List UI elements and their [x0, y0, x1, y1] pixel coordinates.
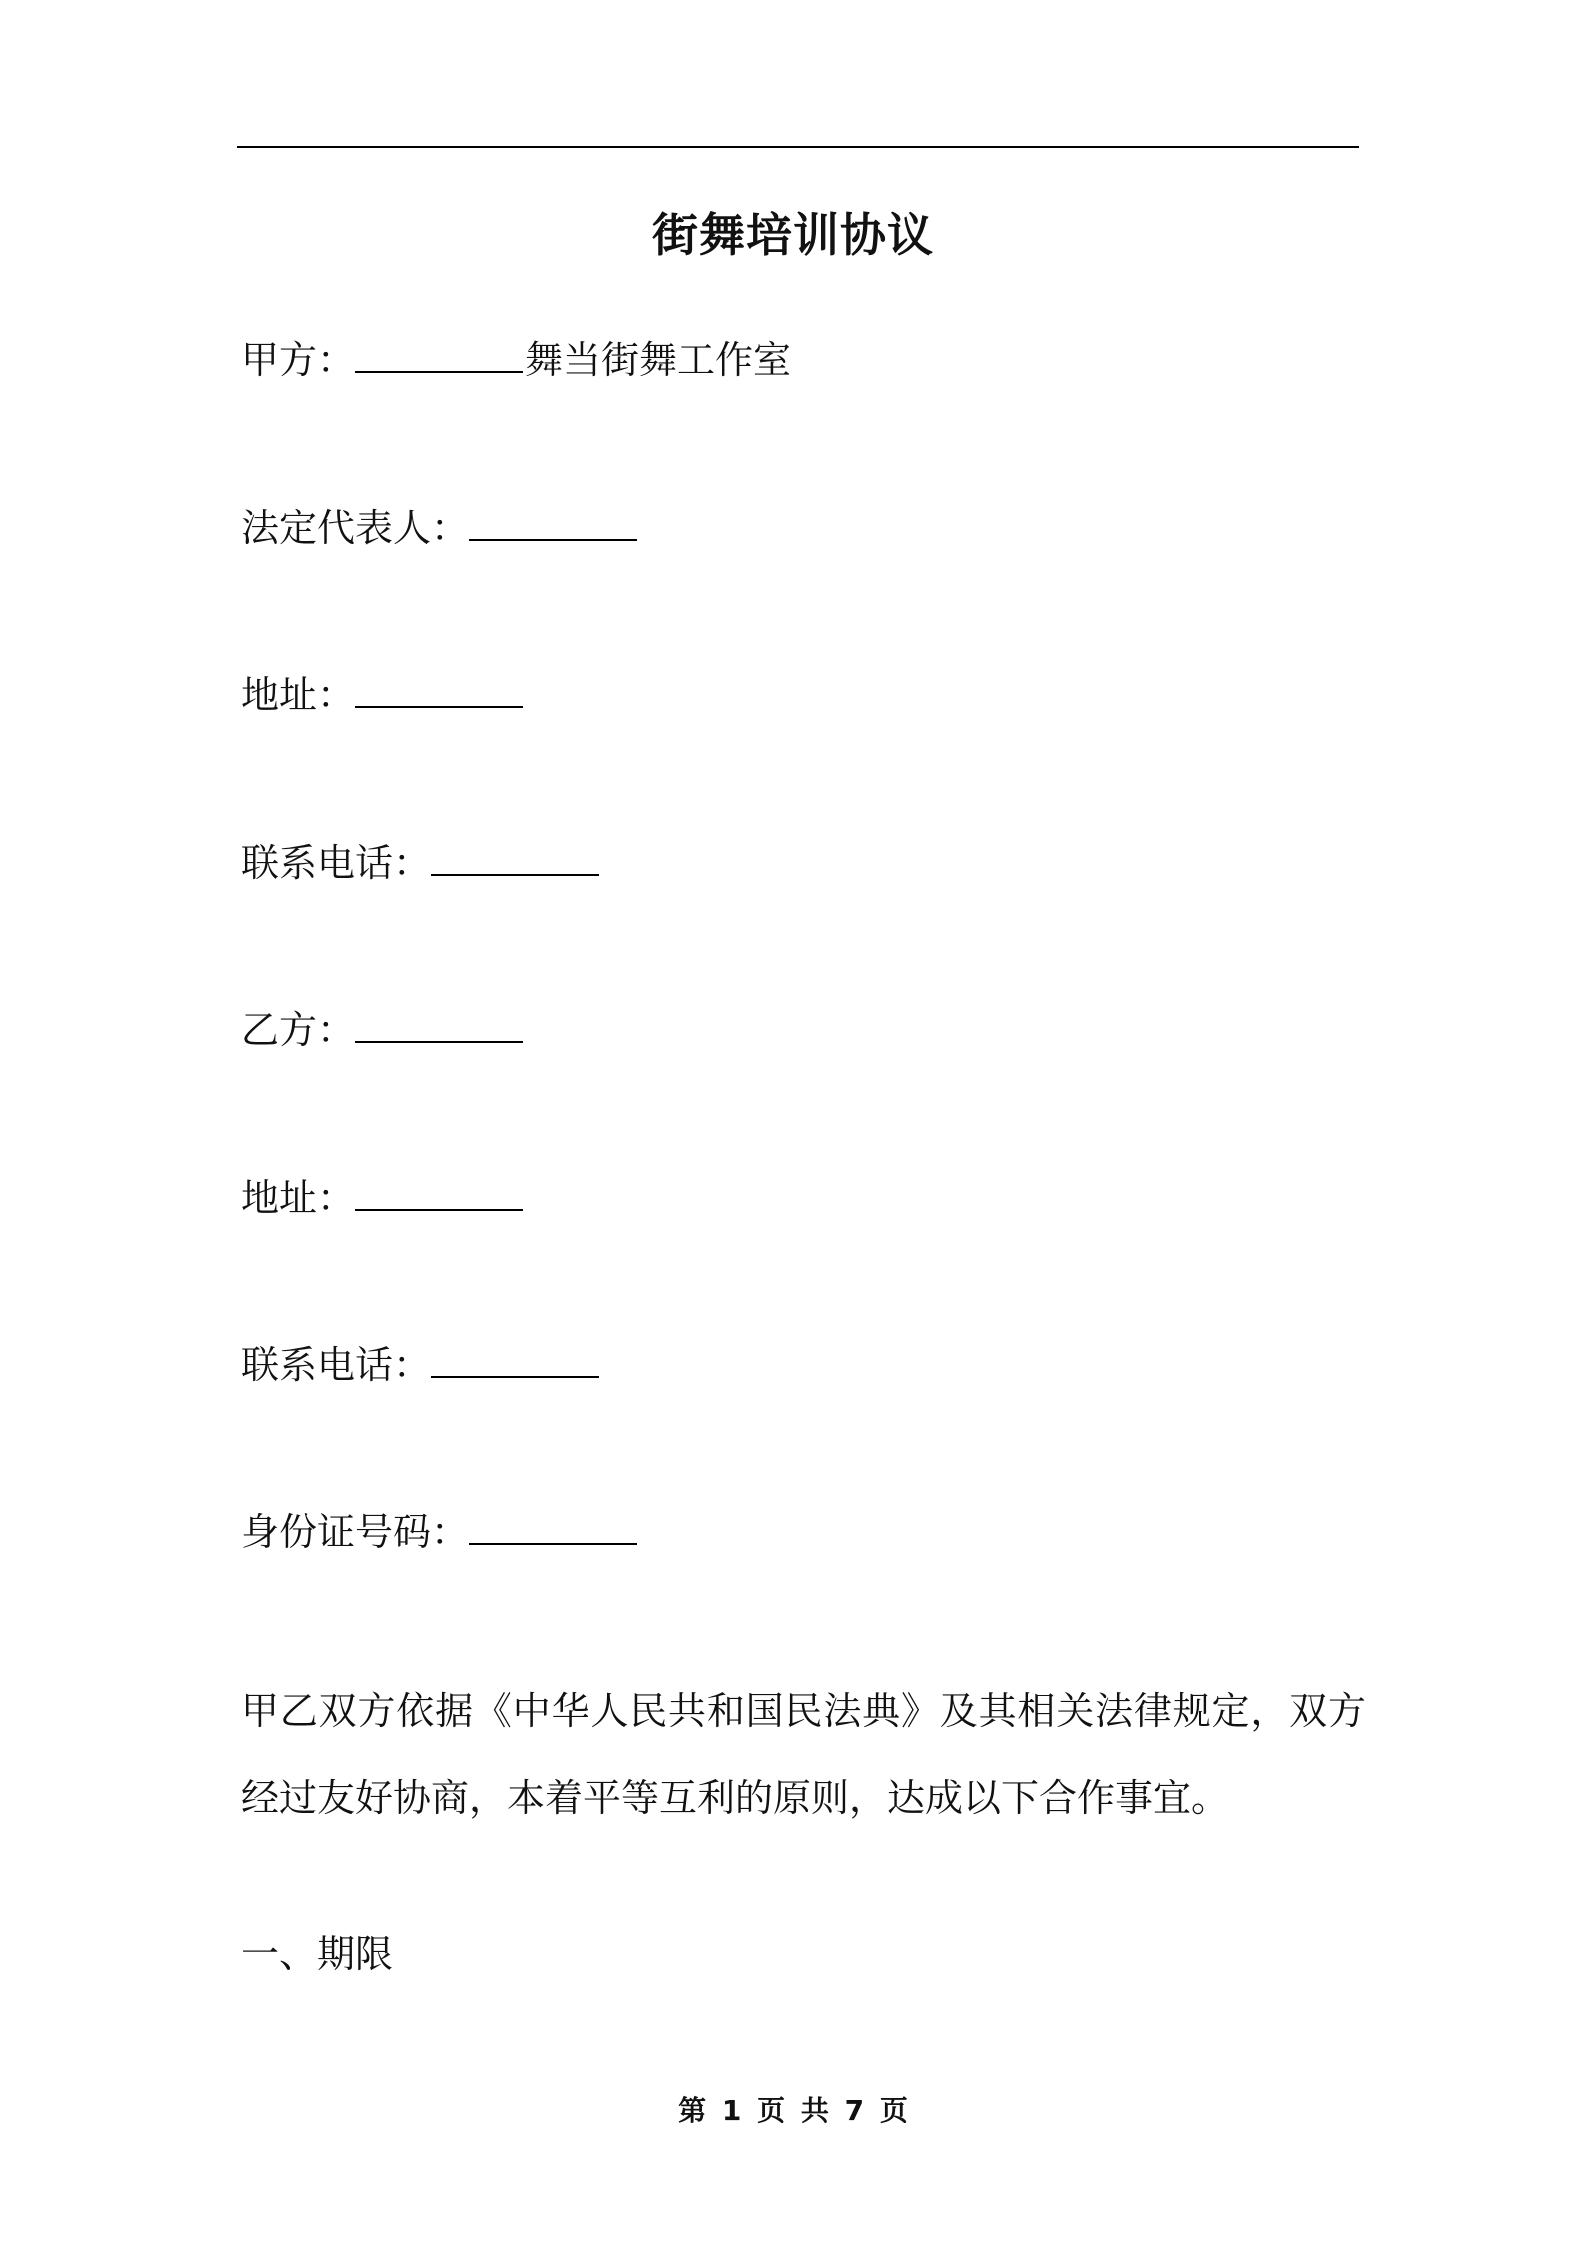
intro-paragraph: 甲乙双方依据《中华人民共和国民法典》及其相关法律规定，双方经过友好协商，本着平等互利的原则，达成以下合作事宜。 — [241, 1689, 1366, 1820]
field-label: 甲方： — [241, 338, 356, 382]
field-id-number — [241, 1504, 639, 1560]
field-address-b — [241, 1170, 525, 1226]
blank-line — [469, 503, 637, 541]
field-party-b — [241, 1002, 525, 1058]
header-rule — [237, 146, 1359, 148]
field-party-a — [241, 332, 791, 388]
field-phone-a — [241, 835, 601, 891]
field-label: 身份证号码： — [241, 1510, 470, 1554]
field-legal-representative — [241, 500, 639, 556]
field-label: 乙方： — [241, 1008, 356, 1052]
field-value: 舞当街舞工作室 — [525, 338, 792, 382]
page-number-footer: 第 1 页 共 7 页 — [678, 2094, 908, 2127]
field-label: 法定代表人： — [241, 506, 470, 550]
field-address-a — [241, 667, 525, 723]
section-heading: 一、期限 — [241, 1932, 394, 1976]
field-label: 地址： — [241, 673, 356, 717]
field-label: 地址： — [241, 1176, 356, 1220]
blank-line — [355, 335, 523, 373]
blank-line — [355, 1173, 523, 1211]
document-title: 街舞培训协议 — [652, 208, 934, 262]
blank-line — [355, 1005, 523, 1043]
blank-line — [431, 838, 599, 876]
field-phone-b — [241, 1337, 601, 1393]
blank-line — [469, 1507, 637, 1545]
field-label: 联系电话： — [241, 1343, 432, 1387]
blank-line — [431, 1340, 599, 1378]
field-label: 联系电话： — [241, 841, 432, 885]
blank-line — [355, 670, 523, 708]
